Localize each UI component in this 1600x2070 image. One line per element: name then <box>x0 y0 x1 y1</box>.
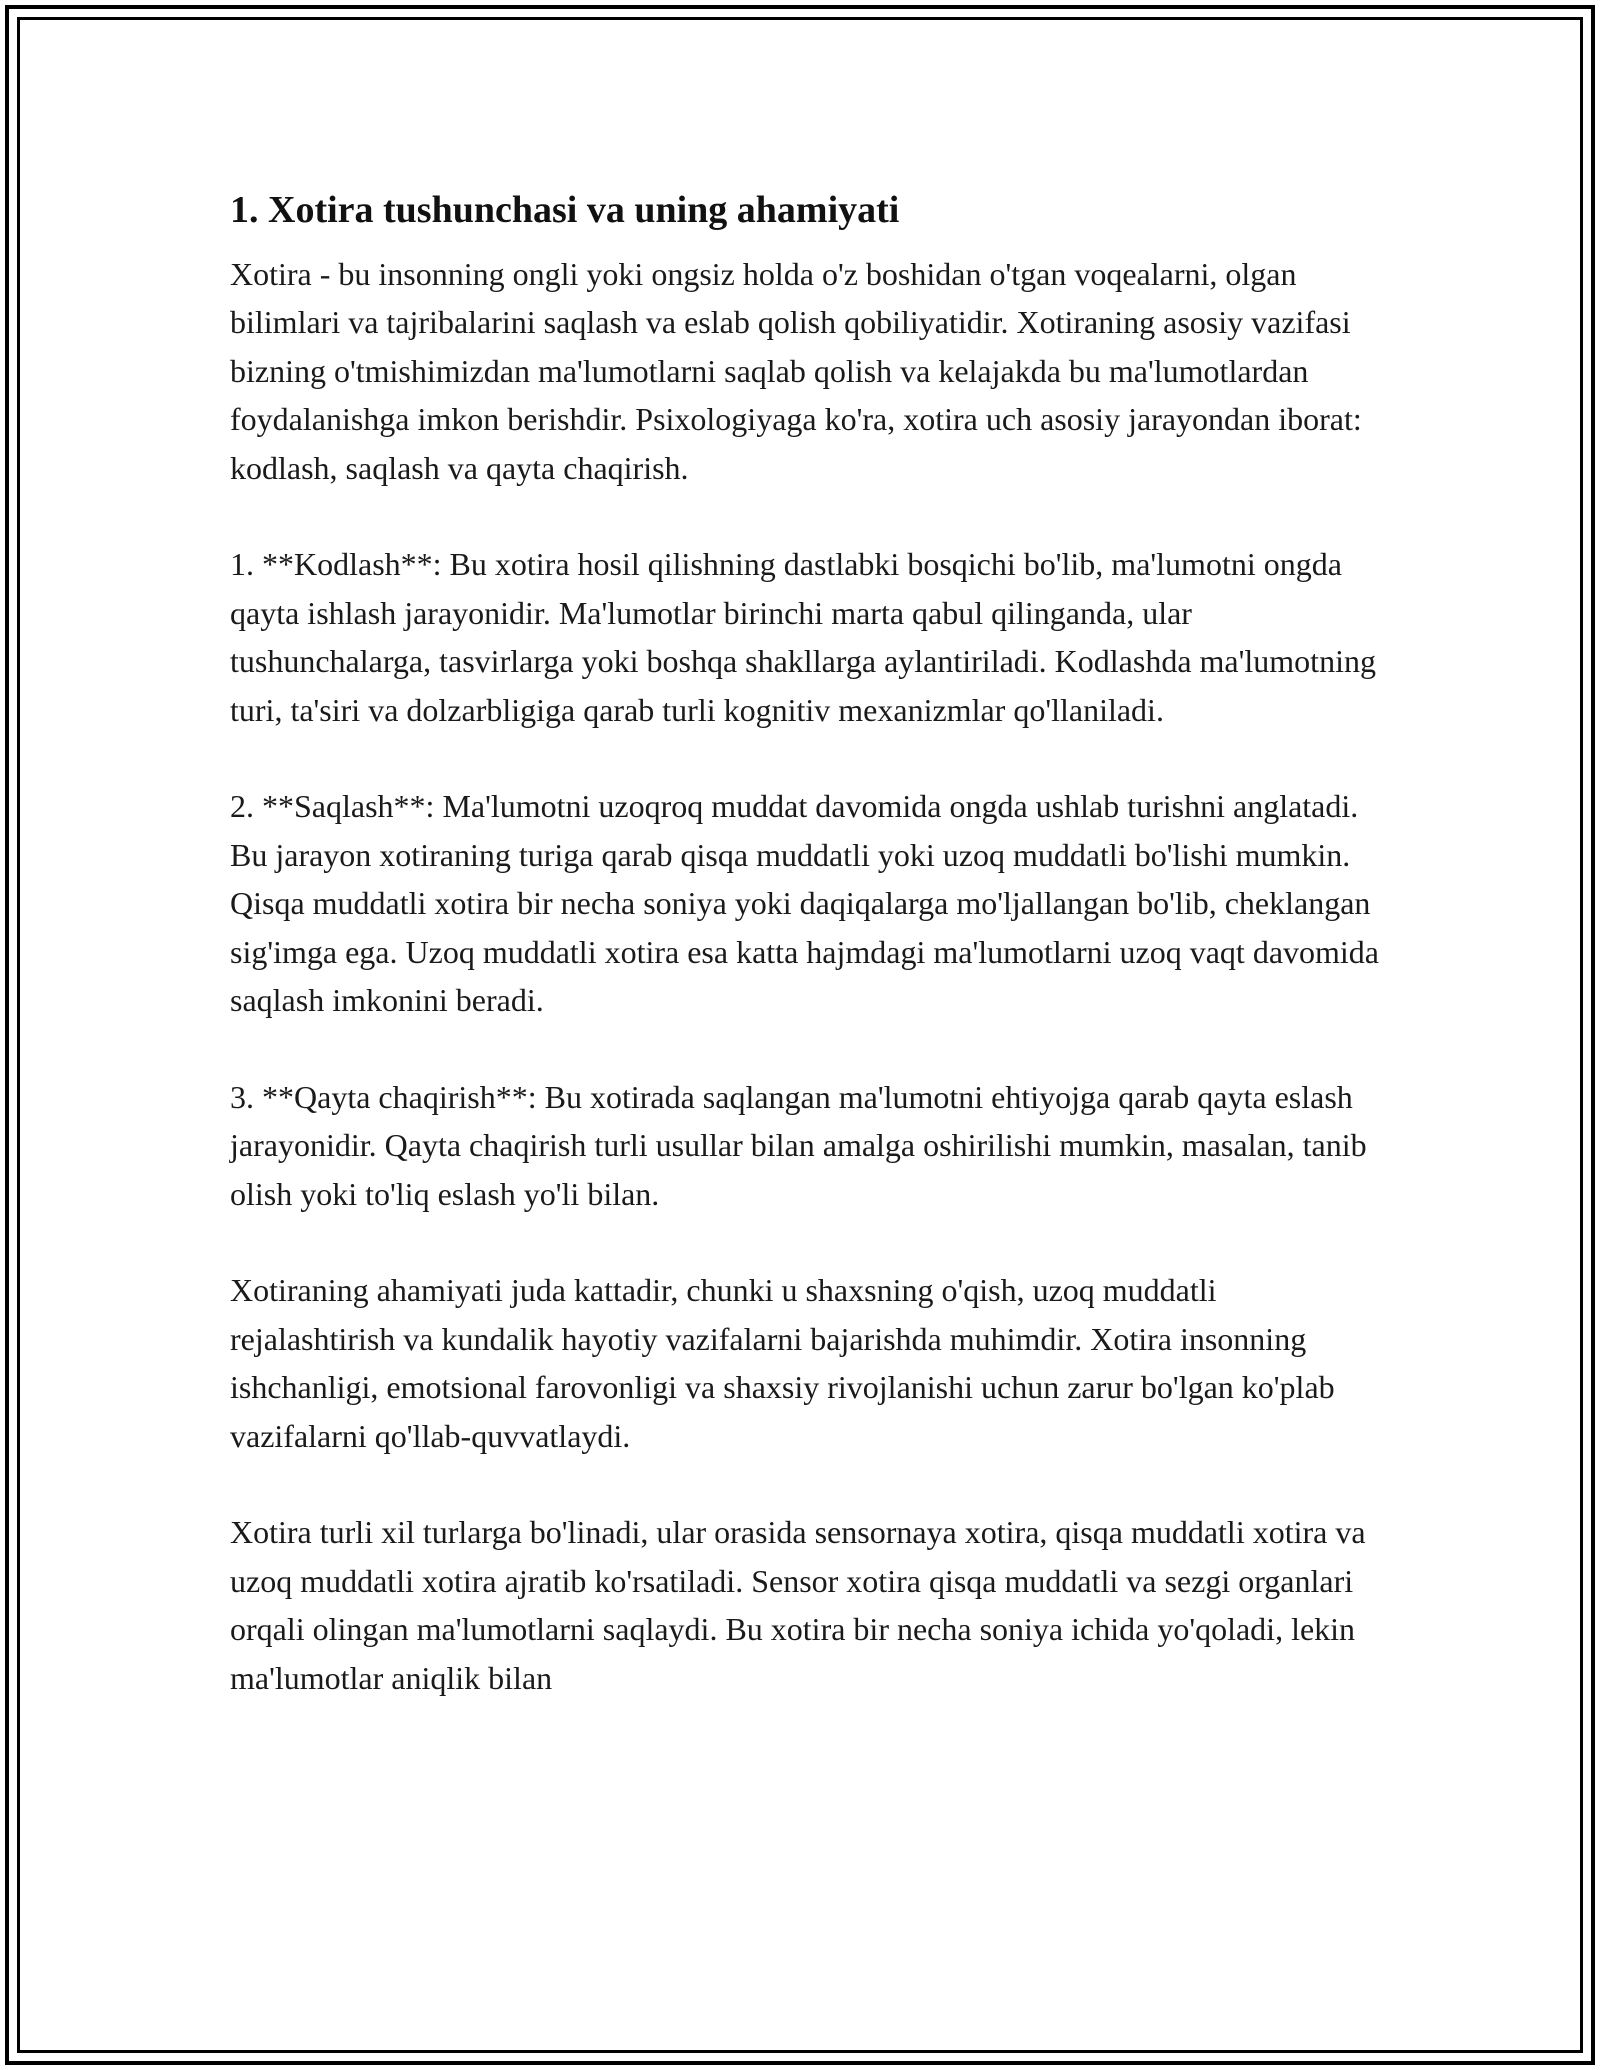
paragraph-memory-types: Xotira turli xil turlarga bo'linadi, ular orasida sensornaya xotira, qisqa muddatli xotira va uzoq muddatli xotira ajratib ko'rsatiladi. Sensor xotira qisqa muddatli va sezgi organlari orqali olingan ma'lumotlarni saqlaydi. Bu xotira bir necha soniya ichida yo'qoladi, lekin ma'lumotlar aniqlik bilan <box>230 1514 1366 1696</box>
paragraph-encoding: 1. **Kodlash**: Bu xotira hosil qilishning dastlabki bosqichi bo'lib, ma'lumotni ongda qayta ishlash jarayonidir. Ma'lumotlar birinchi marta qabul qilinganda, ular tushunchalarga, tasvirlarga yoki boshqa shakllarga aylantiriladi. Kodlashda ma'lumotning turi, ta'siri va dolzarbligiga qarab turli kognitiv mexanizmlar qo'llaniladi. <box>230 546 1376 728</box>
paragraph-storage: 2. **Saqlash**: Ma'lumotni uzoqroq muddat davomida ongda ushlab turishni anglatadi. Bu jarayon xotiraning turiga qarab qisqa muddatli yoki uzoq muddatli bo'lishi mumkin. Qisqa muddatli xotira bir necha soniya yoki daqiqalarga mo'ljallangan bo'lib, cheklangan sig'imga ega. Uzoq muddatli xotira esa katta hajmdagi ma'lumotlarni uzoq vaqt davomida saqlash imkonini beradi. <box>230 788 1379 1019</box>
document-body <box>230 180 1380 1750</box>
paragraph-retrieval: 3. **Qayta chaqirish**: Bu xotirada saqlangan ma'lumotni ehtiyojga qarab qayta eslash jarayonidir. Qayta chaqirish turli usullar bilan amalga oshirilishi mumkin, masalan, tanib olish yoki to'liq eslash yo'li bilan. <box>230 1078 1367 1212</box>
paragraph-intro: Xotira - bu insonning ongli yoki ongsiz holda o'z boshidan o'tgan voqealarni, olgan bilimlari va tajribalarini saqlash va eslab qolish qobiliyatidir. Xotiraning asosiy vazifasi bizning o'tmishimizdan ma'lumotlarni saqlab qolish va kelajakda bu ma'lumotlardan foydalanishga imkon berishdir. Psixologiyaga ko'ra, xotira uch asosiy jarayondan iborat: kodlash, saqlash va qayta chaqirish. <box>230 255 1362 486</box>
paragraph-importance: Xotiraning ahamiyati juda kattadir, chunki u shaxsning o'qish, uzoq muddatli rejalashtirish va kundalik hayotiy vazifalarni bajarishda muhimdir. Xotira insonning ishchanligi, emotsional farovonligi va shaxsiy rivojlanishi uchun zarur bo'lgan ko'plab vazifalarni qo'llab-quvvatlaydi. <box>230 1272 1335 1454</box>
section-heading: 1. Xotira tushunchasi va uning ahamiyati <box>230 189 900 231</box>
